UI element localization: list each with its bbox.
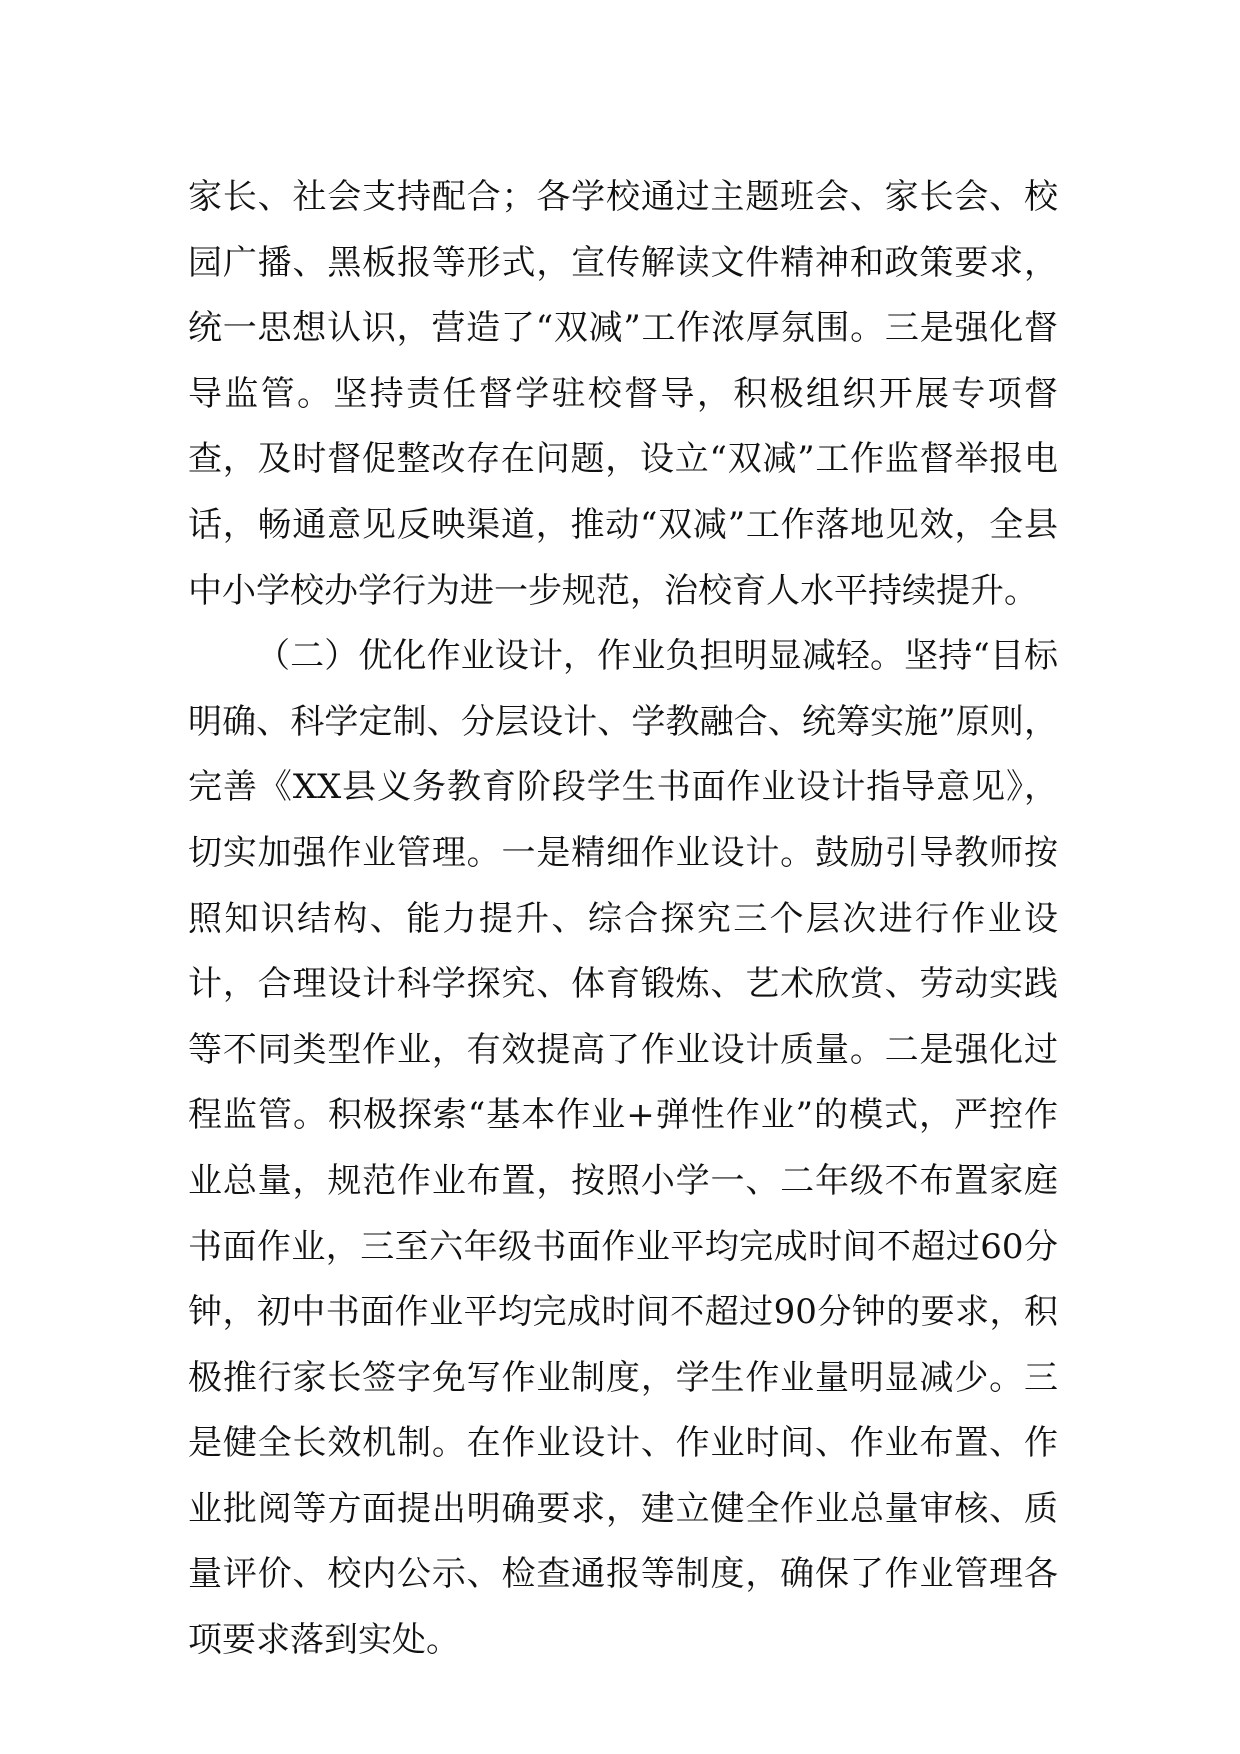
paragraph-continued: 家长、社会支持配合；各学校通过主题班会、家长会、校园广播、黑板报等形式，宣传解读文件精神和政策要求，统一思想认识，营造了“双减”工作浓厚氛围。三是强化督导监管。坚持责任督学驻校督导，积极组织开展专项督查，及时督促整改存在问题，设立“双减”工作监督举报电话，畅通意见反映渠道，推动“双减”工作落地见效，全县中小学校办学行为进一步规范，治校育人水平持续提升。 <box>188 177 1058 611</box>
paragraph-section-two: （二）优化作业设计，作业负担明显减轻。坚持“目标明确、科学定制、分层设计、学教融合、统筹实施”原则，完善《XX县义务教育阶段学生书面作业设计指导意见》，切实加强作业管理。一是精细作业设计。鼓励引导教师按照知识结构、能力提升、综合探究三个层次进行作业设计，合理设计科学探究、体育锻炼、艺术欣赏、劳动实践等不同类型作业，有效提高了作业设计质量。二是强化过程监管。积极探索“基本作业+弹性作业”的模式，严控作业总量，规范作业布置，按照小学一、二年级不布置家庭书面作业，三至六年级书面作业平均完成时间不超过60分钟，初中书面作业平均完成时间不超过90分钟的要求，积极推行家长签字免写作业制度，学生作业量明显减少。三是健全长效机制。在作业设计、作业时间、作业布置、作业批阅等方面提出明确要求，建立健全作业总量审核、质量评价、校内公示、检查通报等制度，确保了作业管理各项要求落到实处。 <box>188 636 1058 1661</box>
document-body <box>188 165 1058 1674</box>
